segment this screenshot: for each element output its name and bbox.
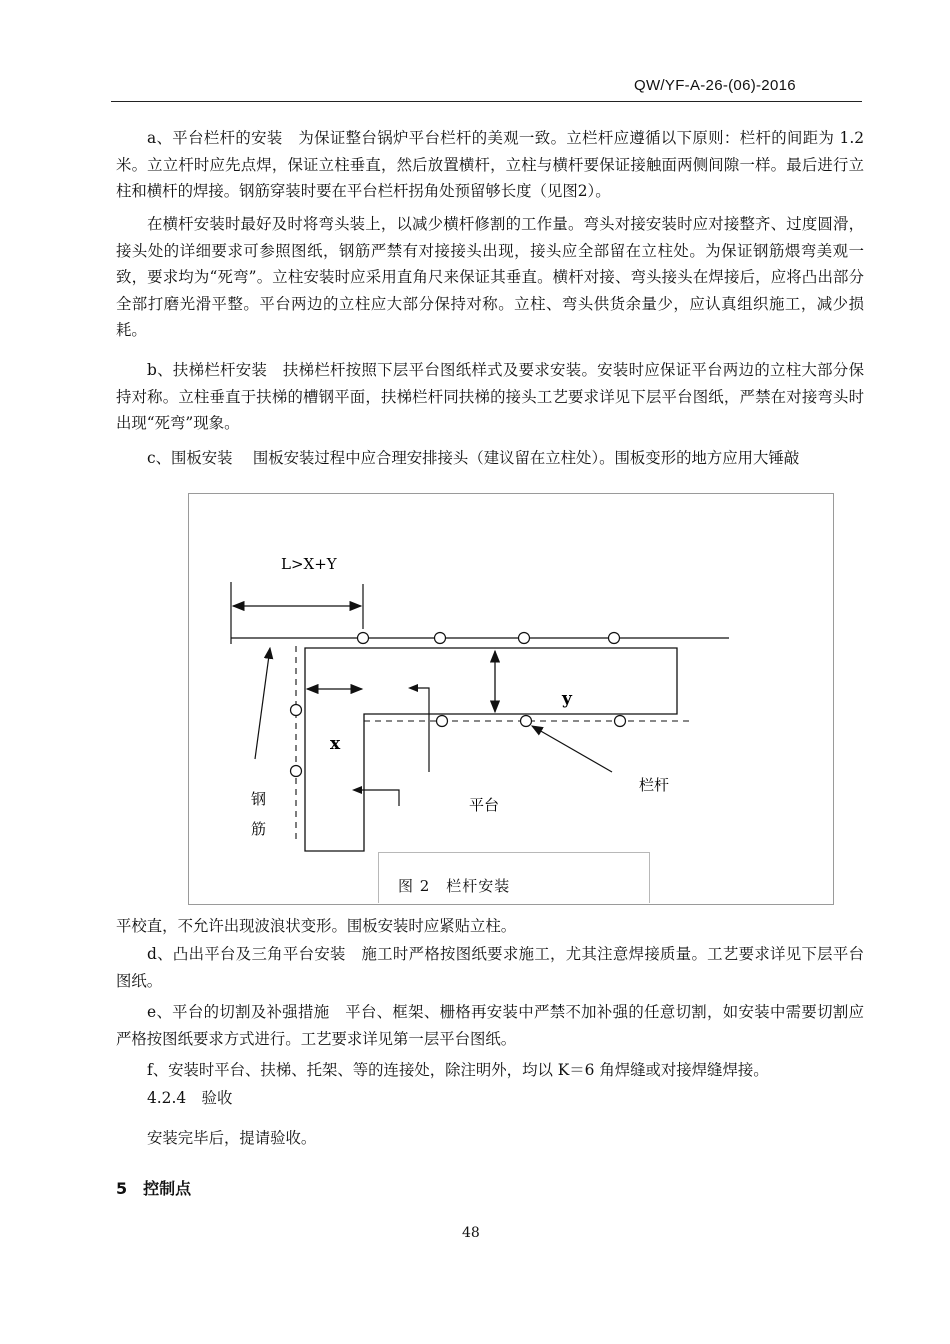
post-side-2: [291, 766, 302, 777]
dimension-label: L>X+Y: [281, 555, 337, 573]
railing-diagram: [189, 494, 835, 906]
platform-leader-head: [352, 786, 362, 794]
subsection-4-2-4: 4.2.4 验收: [147, 1089, 233, 1107]
post-top-1: [358, 633, 369, 644]
page-number: 48: [462, 1225, 480, 1241]
post-top-2: [435, 633, 446, 644]
header-code: QW/YF-A-26-(06)-2016: [634, 77, 796, 94]
post-top-4: [609, 633, 620, 644]
rebar-label-2: 筋: [251, 820, 267, 838]
paragraph-c-cont: 平校直，不允许出现波浪状变形。围板安装时应紧贴立柱。: [116, 917, 517, 935]
platform-leader: [359, 790, 399, 806]
railing-label: 栏杆: [639, 776, 670, 794]
section-heading: 5 控制点: [116, 1179, 192, 1198]
rebar-leader: [255, 648, 270, 759]
paragraph-f: f、安装时平台、扶梯、托架、等的连接处，除注明外，均以 K＝6 角焊缝或对接焊缝焊接。: [147, 1061, 769, 1079]
post-low-3: [615, 716, 626, 727]
y-label: y: [562, 689, 572, 709]
figure-caption: 图 2 栏杆安装: [398, 877, 511, 895]
rebar-label-1: 钢: [251, 790, 267, 808]
paragraph-crossbar: 在横杆安装时最好及时将弯头装上，以减少横杆修割的工作量。弯头对接安装时应对接整齐、过度圆滑，接头处的详细要求可参照图纸，钢筋严禁有对接接头出现，接头应全部留在立柱处。为保证钢筋煨弯美观一致，要求均为“死弯”。立柱安装时应采用直角尺来保证其垂直。横杆对接、弯头接头在焊接后，应将凸出部分全部打磨光滑平整。平台两边的立柱应大部分保持对称。立柱、弯头供货余量少，应认真组织施工，减少损耗。: [116, 215, 864, 340]
post-low-2: [521, 716, 532, 727]
paragraph-b: b、扶梯栏杆安装 扶梯栏杆按照下层平台图纸样式及要求安装。安装时应保证平台两边的立柱大部分保持对称。立柱垂直于扶梯的槽钢平面，扶梯栏杆同扶梯的接头工艺要求详见下层平台图纸，严禁在对接弯头时出现“死弯”现象。: [116, 361, 864, 433]
header-rule: [111, 101, 862, 102]
post-top-3: [519, 633, 530, 644]
paragraph-e: e、平台的切割及补强措施 平台、框架、栅格再安装中严禁不加补强的任意切割，如安装中需要切割应严格按图纸要求方式进行。工艺要求详见第一层平台图纸。: [116, 1003, 864, 1048]
paragraph-acceptance: 安装完毕后，提请验收。: [147, 1129, 317, 1147]
paragraph-a: a、平台栏杆的安装 为保证整台锅炉平台栏杆的美观一致。立栏杆应遵循以下原则：栏杆的间距为 1.2 米。立立杆时应先点焊，保证立柱垂直，然后放置横杆，立柱与横杆要保证接触面两侧间隙一样。最后进行立柱和横杆的焊接。钢筋穿装时要在平台栏杆拐角处预留够长度（见图2）。: [116, 129, 864, 201]
leader-inner-head: [408, 684, 418, 692]
paragraph-c: c、围板安装 围板安装过程中应合理安排接头（建议留在立柱处）。围板变形的地方应用大锤敲: [147, 449, 800, 467]
post-low-1: [437, 716, 448, 727]
platform-outline: [305, 648, 677, 851]
x-label: x: [330, 734, 341, 754]
figure-railing-installation: [188, 493, 834, 905]
leader-inner: [414, 688, 429, 772]
paragraph-d: d、凸出平台及三角平台安装 施工时严格按图纸要求施工，尤其注意焊接质量。工艺要求详见下层平台图纸。: [116, 945, 864, 990]
platform-label: 平台: [469, 796, 500, 814]
railing-leader: [532, 726, 612, 772]
post-side-1: [291, 705, 302, 716]
